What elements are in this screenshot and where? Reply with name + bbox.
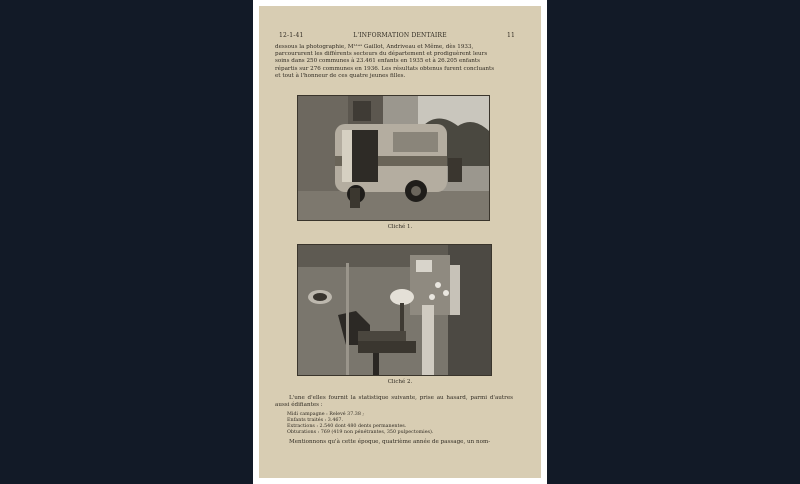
stat-line: Obturations : 769 (419 non pénétrantes, 350 pulpectomies). (287, 430, 434, 435)
header-date: 12-1-41 (279, 32, 304, 39)
photo-dental-chair-interior (297, 244, 492, 376)
statistics-list (287, 412, 507, 436)
dental-van-illustration (298, 96, 489, 220)
paragraph-statistics-intro: L'une d'elles fournit la statistique suivante, prise au hasard, parmi d'autres aussi édifiantes : (275, 395, 513, 409)
document-page (259, 6, 541, 478)
dental-chair-illustration (298, 245, 491, 375)
paragraph-continuation: Mentionnons qu'à cette époque, quatrième année de passage, un nom- (289, 439, 491, 445)
stat-line: Extractions : 2.540 dont 480 dents permanentes. (287, 424, 407, 429)
photo-2-caption: Cliché 2. (387, 379, 413, 385)
header-title: L'INFORMATION DENTAIRE (353, 32, 447, 39)
photo-1-caption: Cliché 1. (387, 224, 413, 230)
page-header (259, 32, 541, 42)
paragraph-intro: dessous la photographie, Mᴸᴸᵉˢ Gaillot, Andriveau et Même, dès 1933, parcoururent les différents secteurs du département et prodiguèrent leurs soins dans 250 communes à 23.461 enfants en 1935 et à 26.205 enfants répartis sur 276 communes en 1936. Les résultats obtenus furent concluants et tout à l'honneur de ces quatre jeunes filles. (275, 44, 495, 79)
photo-dental-van (297, 95, 490, 221)
header-page-number: 11 (506, 32, 515, 39)
stat-line: Midi campagne : Relevé 37.38 ; (287, 412, 365, 417)
stat-line: Enfants traités : 3.467. (287, 418, 343, 423)
